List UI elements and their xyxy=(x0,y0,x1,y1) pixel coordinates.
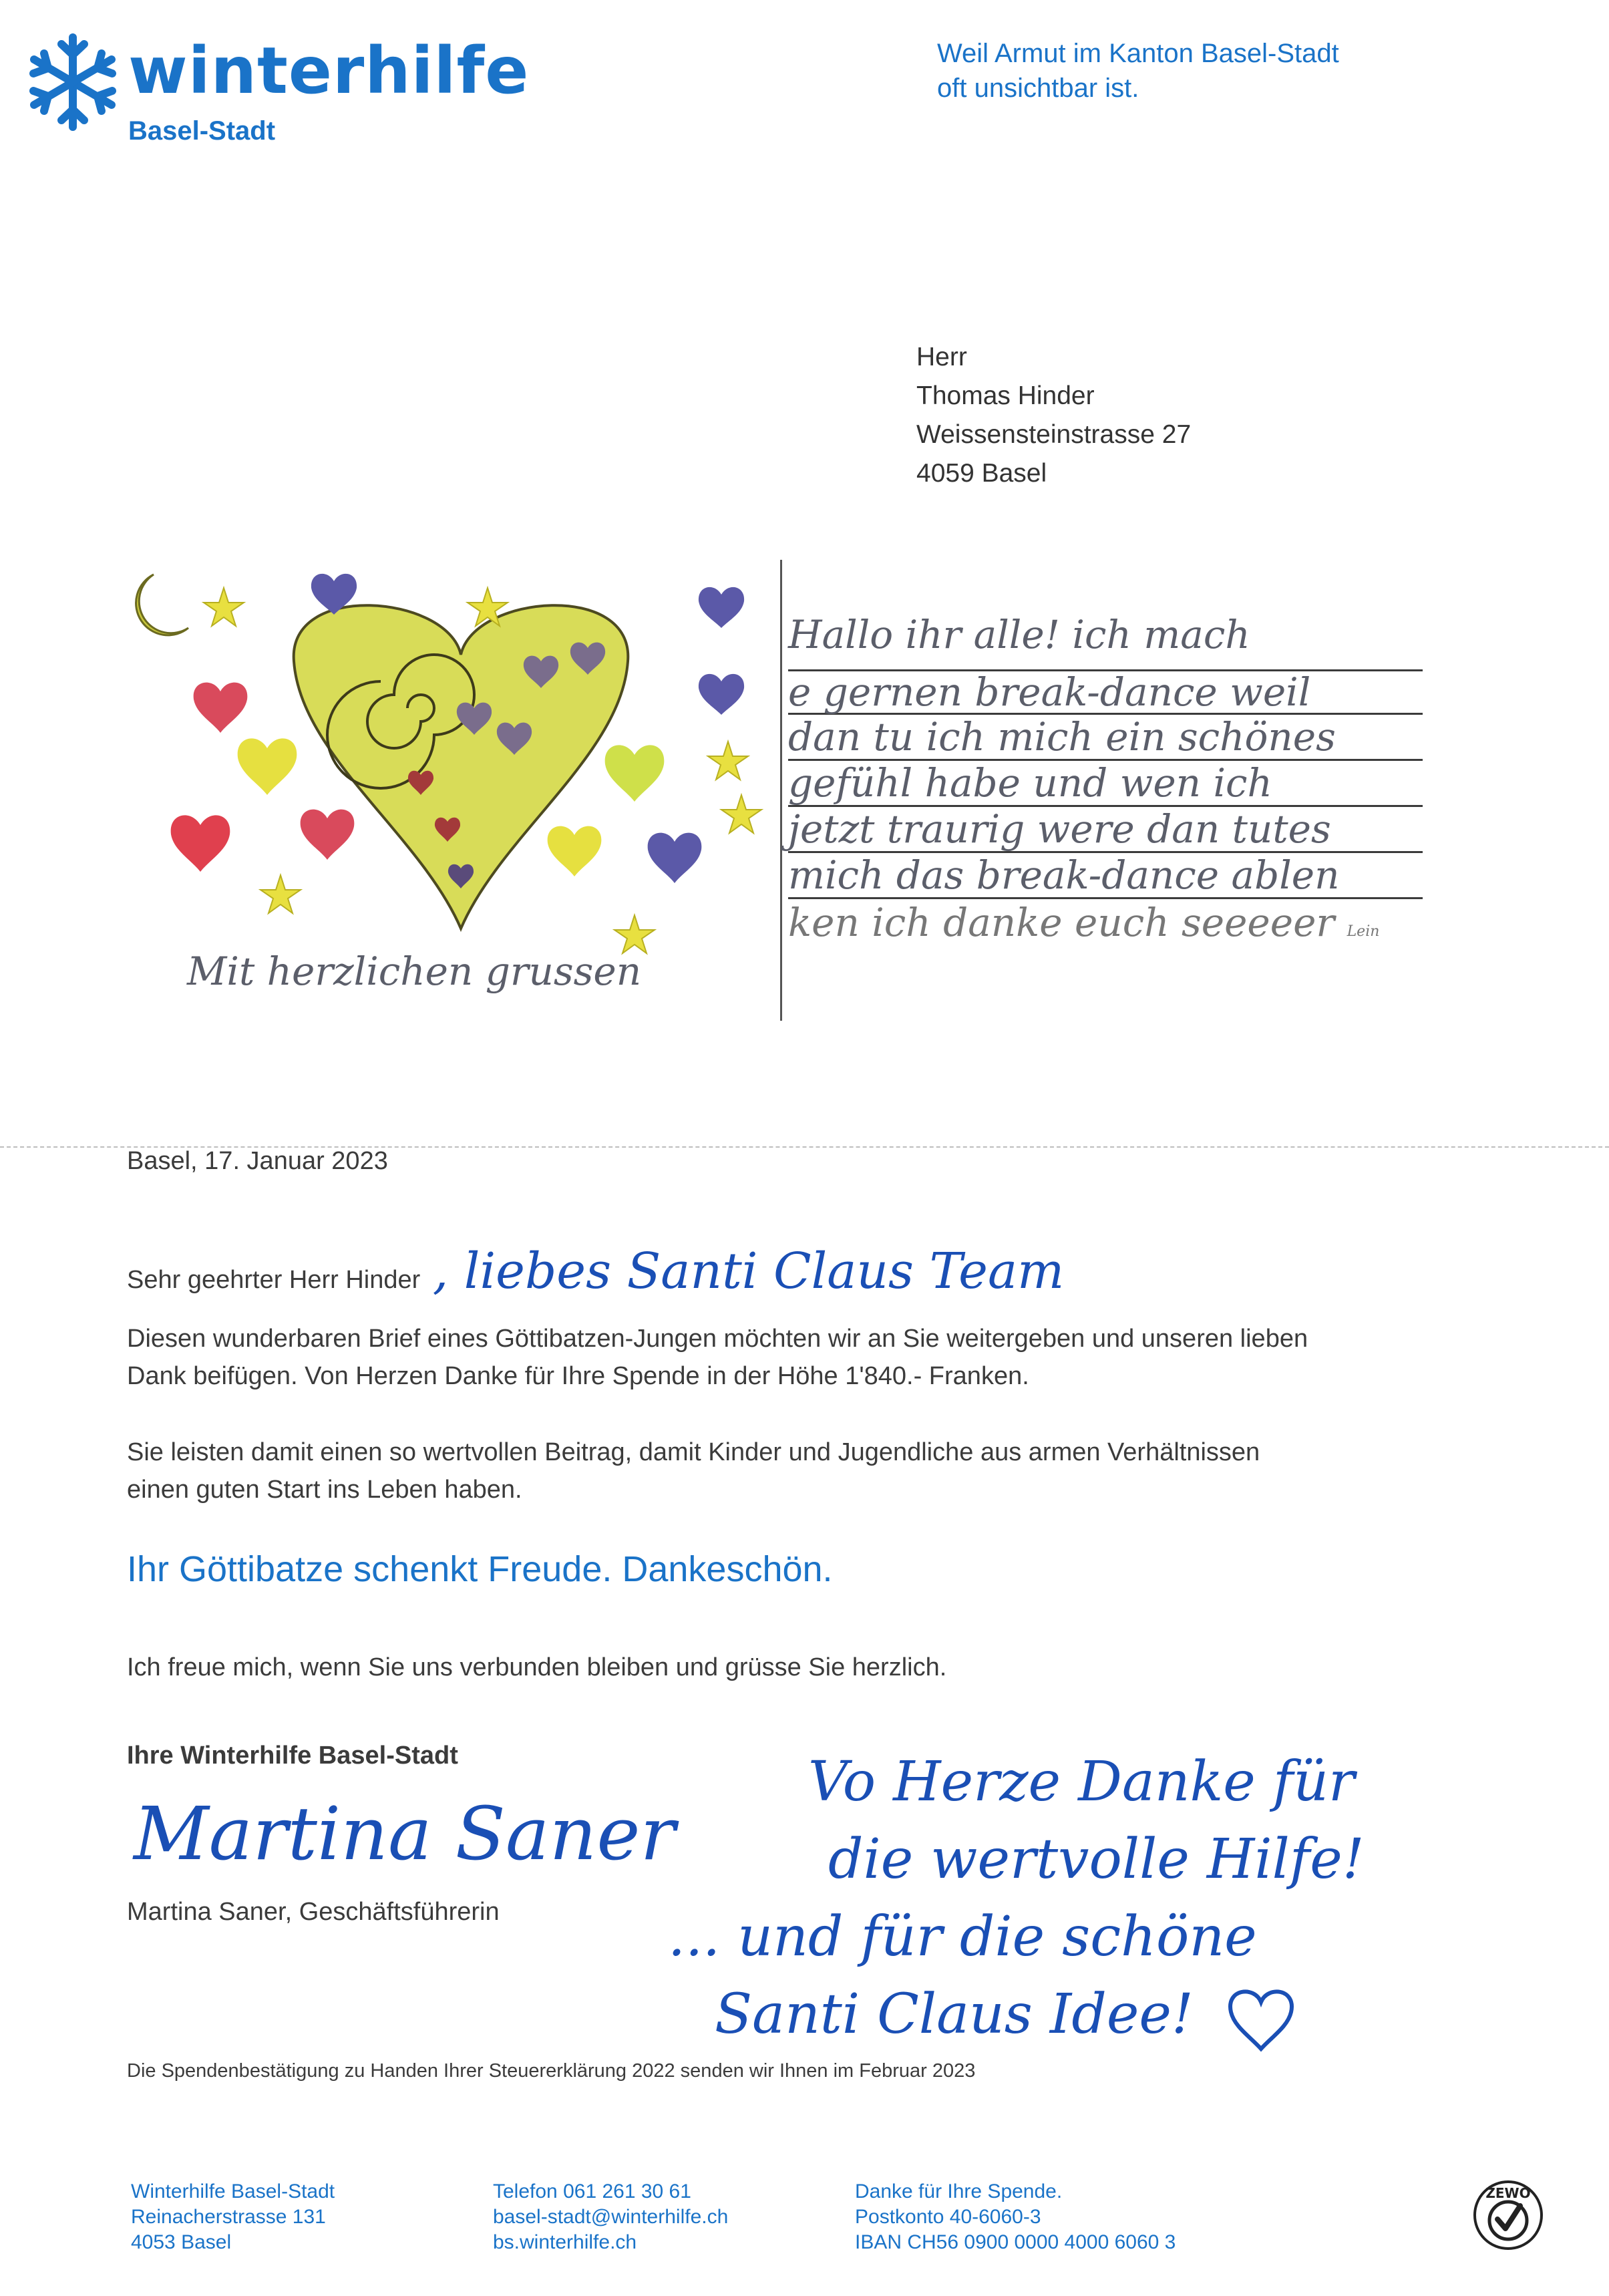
recipient-salutation: Herr xyxy=(916,343,967,371)
logo-subtitle: Basel-Stadt xyxy=(128,116,276,146)
footer-email[interactable]: basel-stadt@winterhilfe.ch xyxy=(493,2206,729,2228)
heart-icon xyxy=(548,826,602,876)
moon-icon xyxy=(136,575,188,635)
note-line: ... und für die schöne xyxy=(668,1905,1257,1969)
footer-thanks: Danke für Ihre Spende. xyxy=(855,2180,1063,2202)
org-signature: Ihre Winterhilfe Basel-Stadt xyxy=(127,1742,458,1770)
greeting-line xyxy=(127,1243,1064,1300)
card-divider xyxy=(780,560,782,1021)
footer-postkonto: Postkonto 40-6060-3 xyxy=(855,2206,1041,2228)
snowflake-icon xyxy=(23,32,123,132)
greeting-handwritten: , liebes Santi Claus Team xyxy=(432,1243,1065,1300)
heart-icon xyxy=(699,587,744,628)
heart-icon xyxy=(238,738,297,795)
child-letter-line: jetzt traurig were dan tutes xyxy=(788,807,1423,853)
footer-bank xyxy=(855,2179,1176,2255)
heart-icon xyxy=(301,810,355,860)
heart-icon xyxy=(605,745,665,802)
paragraph-2-line-1: Sie leisten damit einen so wertvollen Beitrag, damit Kinder und Jugendliche aus armen Verhältnissen xyxy=(127,1438,1260,1466)
footer-contact xyxy=(493,2179,728,2255)
recipient-city: 4059 Basel xyxy=(916,459,1047,488)
heart-icon xyxy=(171,815,230,872)
paragraph-2 xyxy=(127,1434,1516,1508)
slogan xyxy=(937,36,1339,106)
footer-iban: IBAN CH56 0900 0000 4000 6060 3 xyxy=(855,2231,1176,2253)
slogan-line-1: Weil Armut im Kanton Basel-Stadt xyxy=(937,39,1339,68)
footer-phone: Telefon 061 261 30 61 xyxy=(493,2180,691,2202)
child-letter-line: gefühl habe und wen ich xyxy=(788,761,1423,807)
logo xyxy=(23,27,530,154)
child-letter-line xyxy=(788,899,1423,946)
drawing-caption: Mit herzlichen grussen xyxy=(187,949,642,994)
slogan-line-2: oft unsichtbar ist. xyxy=(937,73,1139,103)
child-letter-last: ken ich danke euch seeeeer xyxy=(788,900,1335,945)
heart-icon xyxy=(699,674,744,715)
seal-text: ZEWO xyxy=(1485,2185,1531,2201)
heart-icon xyxy=(194,683,248,733)
greeting: Sehr geehrter Herr Hinder xyxy=(127,1266,421,1294)
heart-icon xyxy=(1224,1985,1298,2052)
heart-icon xyxy=(648,833,702,883)
child-letter-line: mich das break-dance ablen xyxy=(788,853,1423,899)
child-letter-line: Hallo ihr alle! ich mach xyxy=(788,601,1423,671)
logo-wordmark: winterhilfe xyxy=(128,33,530,108)
place-date: Basel, 17. Januar 2023 xyxy=(127,1147,388,1175)
paragraph-2-line-2: einen guten Start ins Leben haben. xyxy=(127,1476,522,1504)
handwritten-note xyxy=(668,1744,1503,2054)
recipient-address xyxy=(916,338,1191,493)
note-line: Vo Herze Danke für xyxy=(808,1750,1355,1814)
footer-website[interactable]: bs.winterhilfe.ch xyxy=(493,2231,637,2253)
child-letter-line: dan tu ich mich ein schönes xyxy=(788,715,1423,761)
signer-name: Martina Saner, Geschäftsführerin xyxy=(127,1898,500,1926)
paragraph-1-line-2: Dank beifügen. Von Herzen Danke für Ihre Spende in der Höhe 1'840.- Franken. xyxy=(127,1362,1029,1390)
highlight-heading: Ihr Göttibatze schenkt Freude. Dankeschön. xyxy=(127,1549,833,1589)
closing-line: Ich freue mich, wenn Sie uns verbunden bleiben und grüsse Sie herzlich. xyxy=(127,1653,947,1681)
note-last-line: Santi Claus Idee! xyxy=(715,1983,1194,2046)
footer-street: Reinacherstrasse 131 xyxy=(131,2206,326,2228)
recipient-street: Weissensteinstrasse 27 xyxy=(916,420,1192,449)
zewo-seal-icon xyxy=(1471,2178,1546,2253)
child-letter-line: e gernen break-dance weil xyxy=(788,671,1423,715)
handwritten-signature: Martina Saner xyxy=(134,1791,676,1876)
recipient-name: Thomas Hinder xyxy=(916,381,1095,410)
tax-notice: Die Spendenbestätigung zu Handen Ihrer Steuererklärung 2022 senden wir Ihnen im Februar 2023 xyxy=(127,2060,976,2082)
footer-address xyxy=(131,2179,335,2255)
note-line: die wertvolle Hilfe! xyxy=(828,1828,1365,1891)
paragraph-1-line-1: Diesen wunderbaren Brief eines Göttibatzen-Jungen möchten wir an Sie weitergeben und unseren lieben xyxy=(127,1325,1308,1353)
child-letter xyxy=(788,601,1423,946)
footer-org: Winterhilfe Basel-Stadt xyxy=(131,2180,335,2202)
footer-city: 4053 Basel xyxy=(131,2231,232,2253)
paragraph-1 xyxy=(127,1320,1516,1395)
child-signature: Lein xyxy=(1347,923,1380,940)
note-line xyxy=(668,1976,1503,2054)
